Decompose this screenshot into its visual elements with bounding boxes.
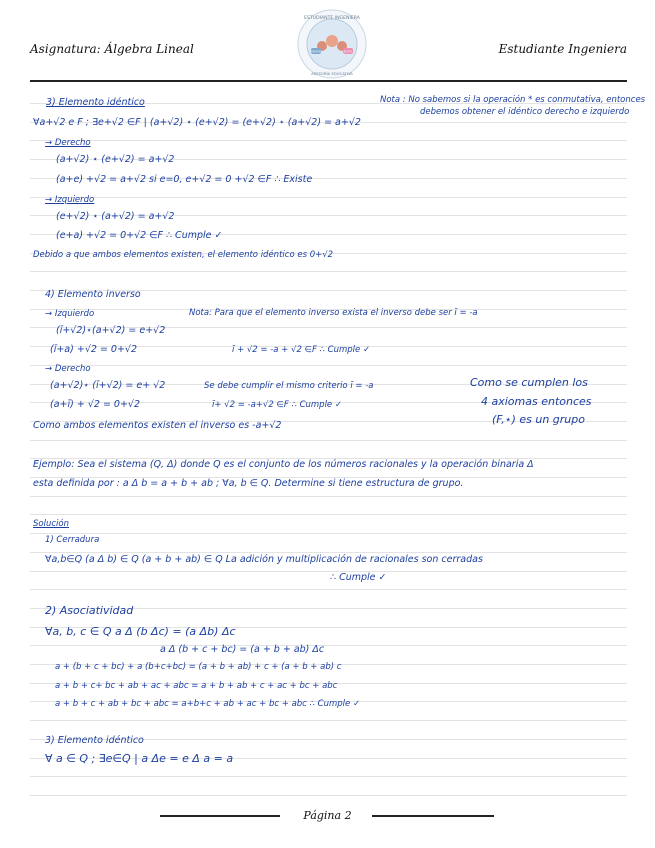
closure-line: ∀a,b∈Q (a Δ b) ∈ Q (a + b + ab) ∈ Q La adición y multiplicación de racionales son cerradas [45,554,483,565]
ruled-line [30,533,627,534]
identity-q-line: ∀ a ∈ Q ; ∃e∈Q | a Δe = e Δ a = a [45,752,234,765]
ruled-line [30,365,627,366]
ruled-line [30,589,627,590]
inverse-line-1: (ī+√2)⋆(a+√2) = e+√2 [56,325,166,336]
closure-title: 1) Cerradura [45,535,100,545]
assoc-line-3: a + (b + c + bc) + a (b+c+bc) = (a + b + ab) + c + (a + b + ab) c [55,662,342,672]
left-line-2: (e+a) +√2 = 0+√2 ∈F ∴ Cumple ✓ [56,230,223,241]
page-number: Página 2 [303,809,352,822]
inverse-line-4a: (a+ī) + √2 = 0+√2 [50,399,141,410]
ruled-line [30,552,627,553]
section-4-title: 4) Elemento inverso [45,289,141,300]
identity-conclusion: Debido a que ambos elementos existen, el elemento idéntico es 0+√2 [33,250,334,260]
ruled-line [30,571,627,572]
right-line-2: (a+e) +√2 = a+√2 si e=0, e+√2 = 0 +√2 ∈F ∴ Existe [56,174,313,185]
logo-left-text: PROFE [311,49,321,54]
logo-bottom-text: ASESORÍA EDUCATIVA [311,71,353,76]
left-label: → Izquierdo [45,195,95,205]
left-line-1: (e+√2) ⋆ (a+√2) = a+√2 [56,211,175,222]
identity-q-title: 3) Elemento idéntico [45,735,144,746]
group-box-line-1: Como se cumplen los [470,376,588,389]
group-box-line-2: 4 axiomas entonces [481,395,592,408]
header-rule [30,80,627,82]
example-line-1: Ejemplo: Sea el sistema (Q, Δ) donde Q es el conjunto de los números racionales y la operación binaria Δ [33,459,534,470]
note-1: Nota : No sabemos si la operación * es conmutativa, entonces [380,95,646,105]
inverse-line-2a: (ī+a) +√2 = 0+√2 [50,344,138,355]
subject-label: Asignatura: Álgebra Lineal [30,42,194,56]
note-2: debemos obtener el idéntico derecho e izquierdo [420,107,630,117]
ruled-line [30,645,627,646]
right-label: → Derecho [45,138,91,148]
example-line-2: esta definida por : a Δ b = a + b + ab ; ∀a, b ∈ Q. Determine si tiene estructura de grupo. [33,478,464,489]
closure-result: ∴ Cumple ✓ [330,572,387,583]
inverse-note: Nota: Para que el elemento inverso exista el inverso debe ser ī = -a [189,308,478,318]
ruled-line [30,197,627,198]
ruled-line [30,271,627,272]
assoc-line-5: a + b + c + ab + bc + abc = a+b+c + ab + ac + bc + abc ∴ Cumple ✓ [55,699,361,709]
assoc-line-1: ∀a, b, c ∈ Q a Δ (b Δc) = (a Δb) Δc [45,625,236,638]
assoc-line-2: a Δ (b + c + bc) = (a + b + ab) Δc [160,644,325,655]
identity-definition: ∀a+√2 e F ; ∃e+√2 ∈F | (a+√2) ⋆ (e+√2) = (e+√2) ⋆ (a+√2) = a+√2 [33,117,361,128]
section-3-title: 3) Elemento idéntico [46,97,145,108]
author-label: Estudiante Ingeniera [498,42,627,56]
ruled-line [30,514,627,515]
inverse-line-3a: (a+√2)⋆ (ī+√2) = e+ √2 [50,380,166,391]
inverse-conclusion: Como ambos elementos existen el inverso es -a+√2 [33,420,282,431]
ruled-line [30,720,627,721]
inverse-left-label: → Izquierdo [45,309,95,319]
logo-top-text: ESTUDIANTE INGENIERA [304,16,360,21]
ruled-line [30,440,627,441]
ruled-line [30,140,627,141]
ruled-line [30,496,627,497]
solution-title: Solución [33,519,69,529]
assoc-line-4: a + b + c+ bc + ab + ac + abc = a + b + ab + c + ac + bc + abc [55,681,338,691]
ruled-line [30,776,627,777]
inverse-right-label: → Derecho [45,364,91,374]
ruled-line [30,795,627,796]
assoc-title: 2) Asociatividad [45,604,134,617]
brand-logo [296,8,368,80]
inverse-line-3b: Se debe cumplir el mismo criterio ī = -a [204,381,374,391]
right-line-1: (a+√2) ⋆ (e+√2) = a+√2 [56,154,175,165]
logo-right-text: EDITS [343,49,353,54]
footer-rule-right [372,815,494,817]
group-box-line-3: (F,⋆) es un grupo [492,413,585,426]
inverse-line-2b: ī + √2 = -a + √2 ∈F ∴ Cumple ✓ [232,345,371,355]
inverse-line-4b: ī+ √2 = -a+√2 ∈F ∴ Cumple ✓ [212,400,342,410]
